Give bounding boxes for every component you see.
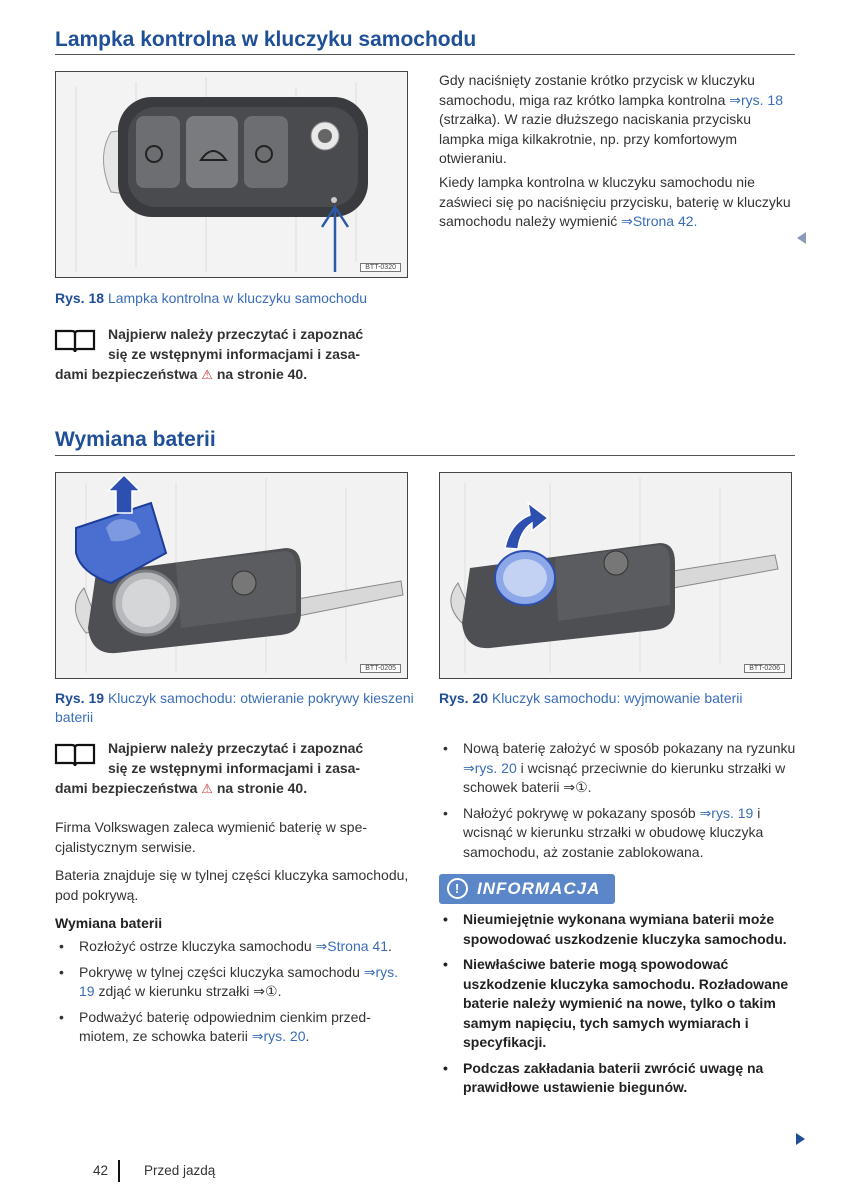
warning-triangle-icon: ⚠ xyxy=(201,367,213,382)
steps-list-right xyxy=(439,739,799,862)
step-text: Nową baterię założyć w sposób pokazany na ryzunku xyxy=(463,740,796,756)
list-item: • Niewłaściwe baterie mogą spowodować uszkodzenie kluczyka samochodu. Rozładowane baterie należy wymienić na nowe, tylko o takim samym napięciu, tych samych wymiarach i specyfikacji. xyxy=(439,955,799,1053)
figure-id: BTT-0320 xyxy=(360,263,401,272)
note-line3 xyxy=(55,365,415,385)
step-text: Podważyć baterię odpowiednim cienkim przedmiotem, ze schowka baterii xyxy=(79,1008,371,1044)
key-fob-illustration xyxy=(56,72,408,278)
figure-20-caption xyxy=(439,689,799,708)
ref-rys-18[interactable]: ⇒rys. 18 xyxy=(729,91,783,108)
section-title-wymiana: Wymiana baterii xyxy=(55,428,216,451)
paragraph-location: Bateria znajduje się w tylnej części kluczyka samochodu, pod pokrywą. xyxy=(55,867,409,903)
step-text: Rozłożyć ostrze kluczyka samochodu xyxy=(79,938,312,954)
figure-18 xyxy=(55,71,408,278)
figure-id: BTT-0206 xyxy=(744,664,785,673)
step-text: Pokrywę w tylnej części kluczyka samochodu xyxy=(79,963,360,980)
list-item xyxy=(55,937,410,957)
figure-18-caption xyxy=(55,289,415,308)
list-item xyxy=(439,804,799,863)
step-text-end: i wcisnąć w kierunku strzałki w obudowę kluczyka samochodu, aż zostanie zablokowana. xyxy=(463,804,764,860)
key-open-cover-illustration xyxy=(56,473,408,679)
figure-19-caption xyxy=(55,689,415,727)
note-page-ref: na stronie 40. xyxy=(216,366,308,382)
paragraph-2 xyxy=(439,173,799,232)
note-line2: się ze wstępnymi informacjami i zasa- xyxy=(108,346,361,362)
warning-triangle-icon: ⚠ xyxy=(201,781,213,796)
ref-rys-19[interactable]: ⇒rys. 19 xyxy=(699,804,754,821)
key-remove-battery-illustration xyxy=(440,473,792,679)
footer-section: Przed jazdą xyxy=(144,1163,216,1178)
note-line1: Najpierw należy przeczytać i zapoznać xyxy=(108,740,364,756)
para1-text-b: (strzałka). W razie dłuższego naciskania przycisku lampka miga kilkakrotnie, np. przy komfortowym otwieraniu. xyxy=(439,111,751,166)
ref-strona-41[interactable]: ⇒Strona 41 xyxy=(315,938,388,954)
footer-divider xyxy=(118,1160,120,1182)
steps-list-left xyxy=(55,937,410,1047)
note-line2: się ze wstępnymi informacjami i zasa- xyxy=(108,760,361,776)
ref-rys-19[interactable]: ⇒rys. 19 xyxy=(79,963,399,999)
note-line1: Najpierw należy przeczytać i zapoznać xyxy=(108,326,364,342)
ref-strona-42[interactable]: ⇒Strona 42. xyxy=(621,213,698,229)
note-line3-text: dami bezpieczeństwa xyxy=(55,366,198,382)
figure-19 xyxy=(55,472,408,679)
continued-from-icon xyxy=(797,232,806,244)
paragraph-recommend: Firma Volkswagen zaleca wymienić baterię w specjalistycznym serwisie. xyxy=(55,819,368,855)
figure-20 xyxy=(439,472,792,679)
note-line3 xyxy=(55,779,415,799)
continue-arrow-icon xyxy=(796,1133,805,1145)
para1-text-a: Gdy naciśnięty zostanie krótko przycisk w kluczyku samochodu, miga raz krótko lampka kontrolna xyxy=(439,72,755,108)
info-badge xyxy=(439,874,615,904)
info-exclamation-icon: ! xyxy=(447,878,468,899)
figure-id: BTT-0205 xyxy=(360,664,401,673)
list-item xyxy=(55,1008,410,1047)
caption-text: Lampka kontrolna w kluczyku samochodu xyxy=(107,290,368,306)
note-line3-text: dami bezpieczeństwa xyxy=(55,780,198,796)
step-text-end: i wcisnąć przeciwnie do kierunku strzałki w schowek baterii ⇒①. xyxy=(463,759,786,795)
page-number: 42 xyxy=(93,1163,109,1178)
list-item xyxy=(55,963,410,1002)
subheading-wymiana: Wymiana baterii xyxy=(55,915,163,931)
book-icon xyxy=(54,328,96,354)
step-text: Nałożyć pokrywę w pokazany sposób xyxy=(463,804,696,821)
info-list xyxy=(439,910,799,1098)
list-item: • Nieumiejętnie wykonana wymiana baterii może spowodować uszkodzenie kluczyka samochodu. xyxy=(439,910,799,949)
step-text-end: . xyxy=(388,938,392,954)
note-page-ref: na stronie 40. xyxy=(216,780,308,796)
title-rule-2 xyxy=(55,455,795,456)
book-icon xyxy=(54,742,96,768)
info-label: INFORMACJA xyxy=(477,879,601,898)
title-rule xyxy=(55,54,795,55)
para2-text: Kiedy lampka kontrolna w kluczyku samochodu nie zaświeci się po naciśnięciu przycisku, baterię w kluczyku samochodu należy wymienić xyxy=(439,174,791,229)
list-item xyxy=(439,739,799,798)
caption-number: Rys. 19 xyxy=(55,690,105,706)
ref-rys-20[interactable]: ⇒rys. 20 xyxy=(251,1028,306,1044)
list-item: • Podczas zakładania baterii zwrócić uwagę na prawidłowe ustawienie biegunów. xyxy=(439,1059,799,1098)
step-text-end: . xyxy=(305,1028,310,1044)
section-title-lampka: Lampka kontrolna w kluczyku samochodu xyxy=(55,28,477,51)
caption-text: Kluczyk samochodu: wyjmowanie baterii xyxy=(491,690,743,706)
ref-rys-20[interactable]: ⇒rys. 20 xyxy=(463,759,517,776)
caption-text: Kluczyk samochodu: otwieranie pokrywy kieszeni baterii xyxy=(55,690,414,725)
paragraph-1 xyxy=(439,71,799,169)
caption-number: Rys. 20 xyxy=(439,690,489,706)
step-text-end: zdjąć w kierunku strzałki ⇒①. xyxy=(98,983,282,999)
caption-number: Rys. 18 xyxy=(55,290,105,306)
